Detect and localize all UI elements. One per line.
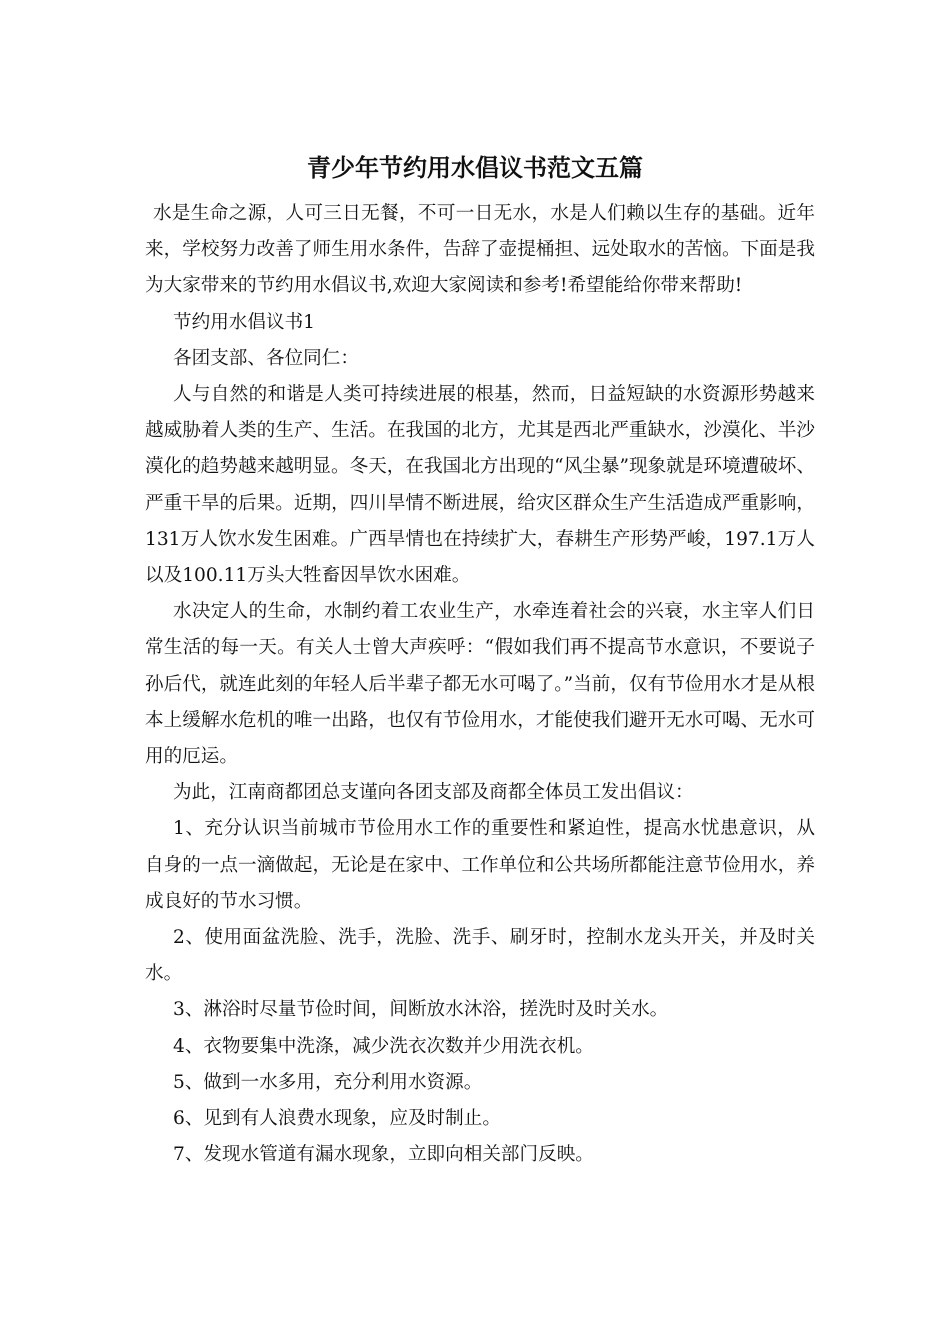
body-paragraph: 水决定人的生命，水制约着工农业生产，水牵连着社会的兴衰，水主宰人们日常生活的每一天。有关人士曾大声疾呼：“假如我们再不提高节水意识，不要说子孙后代，就连此刻的年轻人后半辈子都无水可喝了。”当前，仅有节俭用水才是从根本上缓解水危机的唯一出路，也仅有节俭用水，才能使我们避开无水可喝、无水可用的厄运。 — [145, 601, 815, 768]
intro-paragraph: 水是生命之源，人可三日无餐，不可一日无水，水是人们赖以生存的基础。近年来，学校努力改善了师生用水条件，告辞了壶提桶担、远处取水的苦恼。下面是我为大家带来的节约用水倡议书,欢迎大家阅读和参考!希望能给你带来帮助! — [145, 203, 815, 297]
list-item: 7、发现水管道有漏水现象，立即向相关部门反映。 — [173, 1144, 594, 1166]
section-heading: 节约用水倡议书1 — [173, 311, 315, 333]
body-paragraph: 为此，江南商都团总支谨向各团支部及商都全体员工发出倡议： — [173, 782, 694, 804]
list-item: 4、衣物要集中洗涤，减少洗衣次数并少用洗衣机。 — [173, 1035, 594, 1057]
document-body — [145, 196, 815, 1173]
list-item: 1、充分认识当前城市节俭用水工作的重要性和紧迫性，提高水忧患意识，从自身的一点一滴做起，无论是在家中、工作单位和公共场所都能注意节俭用水，养成良好的节水习惯。 — [145, 818, 815, 912]
list-item: 2、使用面盆洗脸、洗手，洗脸、洗手、刷牙时，控制水龙头开关，并及时关水。 — [145, 927, 815, 985]
list-item: 5、做到一水多用，充分利用水资源。 — [173, 1071, 483, 1093]
salutation: 各团支部、各位同仁： — [173, 347, 359, 369]
list-item: 6、见到有人浪费水现象，应及时制止。 — [173, 1108, 501, 1130]
list-item: 3、淋浴时尽量节俭时间，间断放水沐浴，搓洗时及时关水。 — [173, 999, 669, 1021]
document-title: 青少年节约用水倡议书范文五篇 — [307, 154, 643, 182]
body-paragraph: 人与自然的和谐是人类可持续进展的根基，然而，日益短缺的水资源形势越来越威胁着人类的生产、生活。在我国的北方，尤其是西北严重缺水，沙漠化、半沙漠化的趋势越来越明显。冬天，在我国北方出现的“风尘暴”现象就是环境遭破坏、严重干旱的后果。近期，四川旱情不断进展，给灾区群众生产生活造成严重影响，131万人饮水发生困难。广西旱情也在持续扩大，春耕生产形势严峻，197.1万人以及100.11万头大牲畜因旱饮水困难。 — [145, 384, 815, 587]
